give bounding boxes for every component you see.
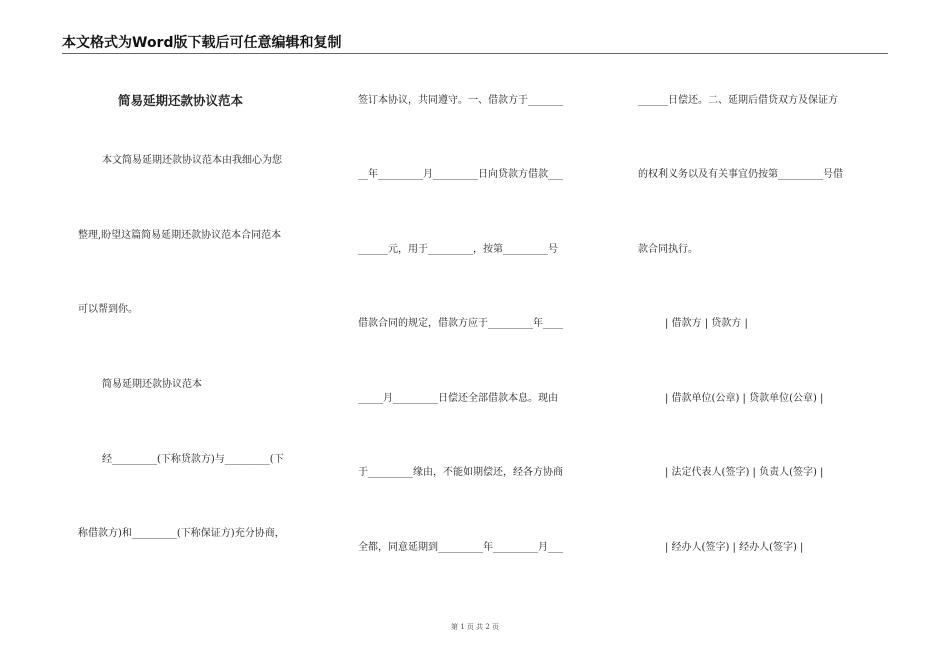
paragraph-line: 借款合同的规定，借款方应于_________年____ xyxy=(358,318,563,329)
paragraph-line: ______元，用于_________，按第_________号 xyxy=(358,244,558,255)
page-number: 第 1 页 共 2 页 xyxy=(450,623,500,631)
page-header: 本文格式为Word版下载后可任意编辑和复制 xyxy=(62,35,342,51)
paragraph-line: 于_________缘由，不能如期偿还，经各方协商 xyxy=(358,467,563,478)
paragraph-line: 全都，同意延期到_________年_________月___ xyxy=(358,542,563,553)
paragraph-line: ______日偿还。二、延期后借贷双方及保证方 xyxy=(638,95,838,106)
section-heading: 简易延期还款协议范本 xyxy=(102,379,202,390)
paragraph-line: 的权利义务以及有关事宜仍按第_________号借 xyxy=(638,169,843,180)
signature-row: | 借款方 | 贷款方 | xyxy=(665,318,748,329)
paragraph-line: 经_________(下称贷款方)与_________(下 xyxy=(102,454,284,465)
paragraph-line: 款合同执行。 xyxy=(638,244,698,255)
paragraph-line: __年_________月_________日向贷款方借款___ xyxy=(358,169,563,180)
signature-row: | 法定代表人(签字) | 负责人(签字) | xyxy=(665,467,824,478)
paragraph-line: _____月_________日偿还全部借款本息。现由 xyxy=(358,393,558,404)
signature-row: | 借款单位(公章) | 贷款单位(公章) | xyxy=(665,393,824,404)
paragraph-line: 称借款方)和_________(下称保证方)充分协商， xyxy=(78,528,285,539)
paragraph-line: 本文简易延期还款协议范本由我细心为您 xyxy=(102,155,282,166)
paragraph-line: 签订本协议，共同遵守。一、借款方于_______ xyxy=(358,95,563,106)
paragraph-line: 可以帮到你。 xyxy=(78,304,138,315)
header-divider xyxy=(62,53,888,54)
document-title: 简易延期还款协议范本 xyxy=(118,93,244,108)
signature-row: | 经办人(签字) | 经办人(签字) | xyxy=(665,542,804,553)
paragraph-line: 整理,盼望这篇简易延期还款协议范本合同范本 xyxy=(78,230,282,241)
